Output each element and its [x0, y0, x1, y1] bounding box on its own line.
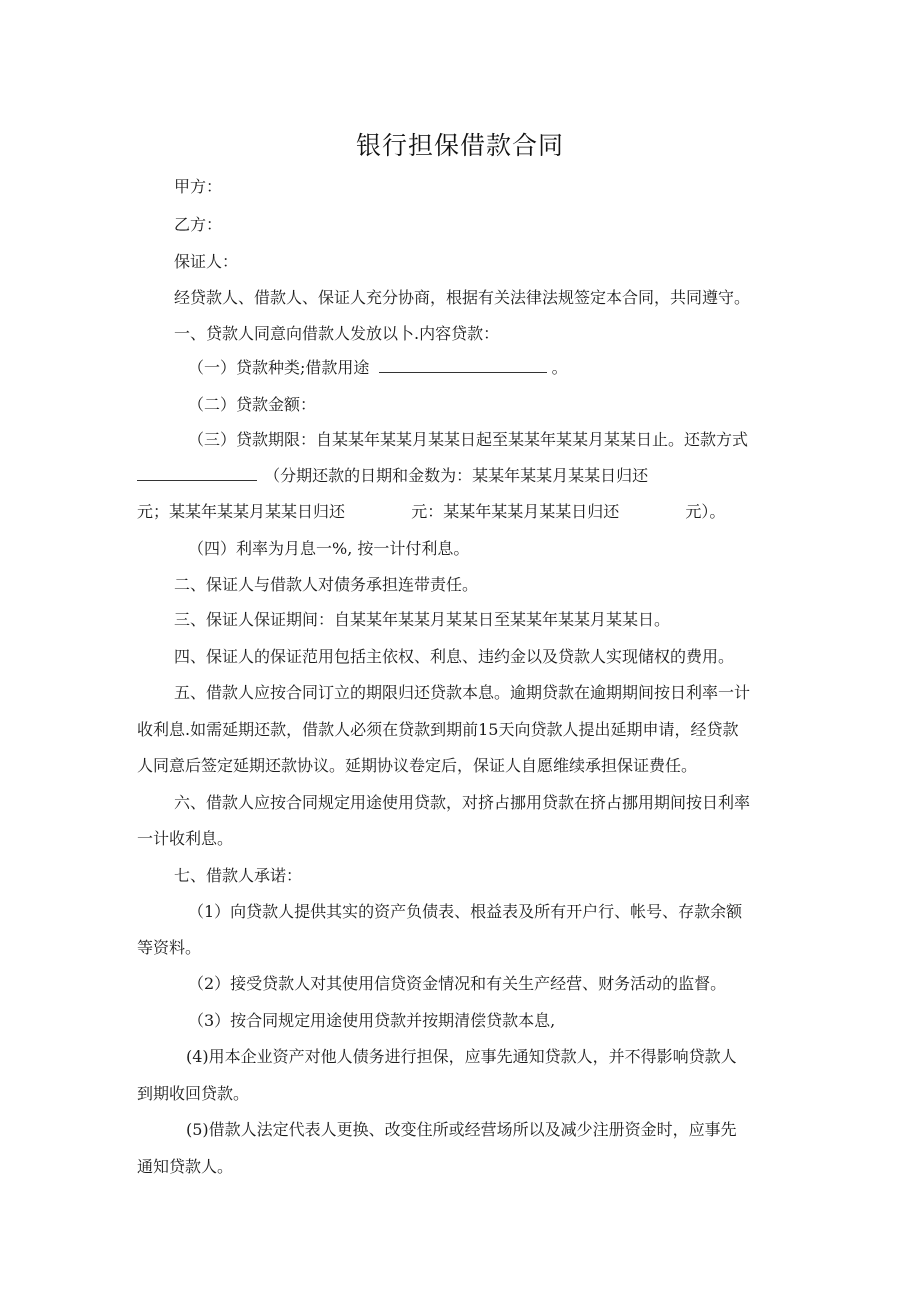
clause-3: 三、保证人保证期间：自某某年某某月某某日至某某年某某月某某日。 [174, 610, 671, 629]
clause-6-line-2: 一计收利息。 [137, 829, 234, 848]
loan-type-end: 。 [551, 358, 568, 377]
loan-type-label: （一）贷款种类;借款用途 [188, 358, 370, 377]
clause-7-point-2: （2）接受贷款人对其使用信贷资金情况和有关生产经营、财务活动的监督。 [188, 974, 727, 993]
clause-1-item-3-line-3 [137, 502, 725, 522]
clause-5-line-1: 五、借款人应按合同订立的期限归还贷款本息。逾期贷款在逾期期间按日利率一计 [174, 683, 751, 702]
clause-7-heading: 七、借款人承诺： [174, 866, 303, 885]
guarantor-label: 保证人： [174, 252, 239, 271]
clause-4: 四、保证人的保证范用包括主依权、利息、违约金以及贷款人实现储权的费用。 [174, 647, 735, 666]
party-b-label: 乙方： [174, 215, 223, 234]
repayment-part-c: 元）。 [685, 502, 726, 521]
clause-7-point-1-line-1: （1）向贷款人提供其实的资产负债表、根益表及所有开户行、帐号、存款余额 [188, 902, 743, 921]
repayment-method-blank [137, 466, 257, 481]
repayment-schedule-text: （分期还款的日期和金数为：某某年某某月某某日归还 [264, 466, 649, 485]
loan-purpose-blank [379, 358, 547, 373]
clause-7-point-3: （3）按合同规定用途使用贷款并按期清偿贷款本息, [188, 1011, 556, 1030]
clause-1-item-3-line-2 [137, 466, 648, 486]
clause-1-item-2: （二）贷款金额： [188, 395, 317, 414]
clause-7-point-5-line-2: 通知贷款人。 [137, 1157, 234, 1176]
clause-2: 二、保证人与借款人对债务承担连带责任。 [174, 575, 479, 594]
intro-paragraph: 经贷款人、借款人、保证人充分协商，根据有关法律法规签定本合同，共同遵守。 [174, 288, 751, 307]
clause-5-line-2: 收利息.如需延期还款，借款人必须在贷款到期前15天向贷款人提出延期申请，经贷款 [137, 720, 739, 739]
clause-1-heading: 一、贷款人同意向借款人发放以卜.内容贷款： [174, 324, 500, 343]
repayment-part-a: 元；某某年某某月某某日归还 [137, 502, 346, 521]
repayment-part-b: 元：某某年某某月某某日归还 [411, 502, 620, 521]
clause-7-point-4-line-2: 到期收回贷款。 [137, 1084, 250, 1103]
clause-7-point-5-line-1: (5)借款人法定代表人更换、改变住所或经营场所以及减少注册资金时，应事先 [186, 1120, 737, 1139]
clause-5-line-3: 人同意后签定延期还款协议。延期协议卷定后，保证人自愿维续承担保证费任。 [137, 756, 698, 775]
party-a-label: 甲方： [174, 177, 223, 196]
clause-7-point-4-line-1: (4)用本企业资产对他人债务进行担保，应事先通知贷款人，并不得影响贷款人 [186, 1047, 737, 1066]
clause-1-item-4: （四）利率为月息一%, 按一计付利息。 [188, 539, 470, 558]
clause-1-item-3-line-1: （三）贷款期限：自某某年某某月某某日起至某某年某某月某某日止。还款方式 [188, 430, 749, 449]
document-title: 银行担保借款合同 [355, 131, 564, 160]
clause-6-line-1: 六、借款人应按合同规定用途使用贷款，对挤占挪用贷款在挤占挪用期间按日利率 [174, 793, 751, 812]
clause-7-point-1-line-2: 等资料。 [137, 938, 202, 957]
clause-1-item-1 [188, 358, 568, 378]
